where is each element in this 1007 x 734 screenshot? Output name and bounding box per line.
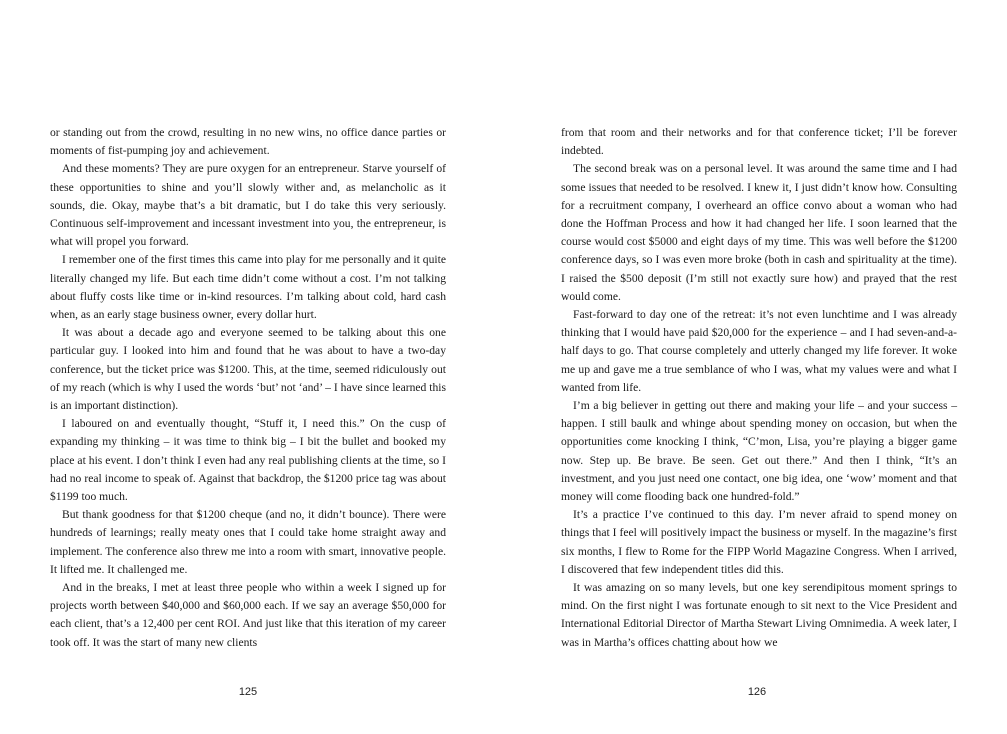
left-page (0, 0, 503, 734)
paragraph: It was amazing on so many levels, but one key serendipitous moment springs to mind. On the first night I was fortunate enough to sit next to the Vice President and International Editorial Director of Martha Stewart Living Omnimedia. A week later, I was in Martha’s offices chatting about how we (561, 581, 957, 649)
page-number: 126 (747, 686, 767, 698)
paragraph: And in the breaks, I met at least three people who within a week I signed up for projects worth between $40,000 and $60,000 each. If we say an average $50,000 for each client, that’s a 12,400 per cent ROI. And just like that this iteration of my career took off. It was the start of many new clients (50, 581, 446, 649)
paragraph: But thank goodness for that $1200 cheque (and no, it didn’t bounce). There were hundreds of learnings; really meaty ones that I could take home straight away and implement. The conference also threw me into a room with smart, innovative people. It lifted me. It challenged me. (50, 508, 446, 576)
right-page-text (561, 124, 957, 652)
paragraph: I laboured on and eventually thought, “Stuff it, I need this.” On the cusp of expanding my thinking – it was time to think big – I bit the bullet and booked my place at his event. I don’t think I even had any real publishing clients at the time, so I had no real income to speak of. Against that backdrop, the $1200 price tag was about $1199 too much. (50, 417, 446, 504)
page-number: 125 (238, 686, 258, 698)
paragraph: It’s a practice I’ve continued to this day. I’m never afraid to spend money on things that I feel will positively impact the business or myself. In the magazine’s first six months, I flew to Rome for the FIPP World Magazine Congress. When I arrived, I discovered that few independent titles did this. (561, 508, 957, 576)
paragraph: I remember one of the first times this came into play for me personally and it quite literally changed my life. But each time didn’t come without a cost. I’m not talking about fluffy costs like time or in-kind resources. I’m talking about cold, hard cash when, as an early stage business owner, every dollar hurt. (50, 253, 446, 322)
paragraph: And these moments? They are pure oxygen for an entrepreneur. Starve yourself of these opportunities to shine and you’ll slowly wither and, as melancholic as it sounds, die. Okay, maybe that’s a bit dramatic, but I do take this very seriously. Continuous self-improvement and incessant investment into you, the entrepreneur, is what will propel you forward. (50, 162, 446, 249)
paragraph: Fast-forward to day one of the retreat: it’s not even lunchtime and I was already thinking that I would have paid $20,000 for the experience – and I had seven-and-a-half days to go. That course completely and utterly changed my life forever. It woke me up and gave me a true semblance of who I was, what my values were and what I wanted from life. (561, 308, 957, 394)
left-page-text (50, 124, 446, 652)
right-page (503, 0, 1006, 734)
paragraph: The second break was on a personal level. It was around the same time and I had some issues that needed to be resolved. I knew it, I just didn’t know how. Consulting for a recruitment company, I overheard an office convo about a woman who had done the Hoffman Process and how it had changed her life. I soon learned that the course would cost $5000 and eight days of my time. This was well before the $1200 conference days, so I was even more broke (both in cash and spirituality at the time). I raised the $500 deposit (I’m still not exactly sure how) and prayed that the rest would come. (561, 162, 957, 303)
paragraph: from that room and their networks and for that conference ticket; I’ll be forever indebted. (561, 126, 957, 158)
paragraph: or standing out from the crowd, resulting in no new wins, no office dance parties or moments of fist-pumping joy and achievement. (50, 126, 446, 158)
paragraph: I’m a big believer in getting out there and making your life – and your success – happen. I still baulk and whinge about spending money on occasion, but when the opportunities come knocking I think, “C’mon, Lisa, you’re playing a bigger game now. Step up. Be brave. Be seen. Get out there.” And then I think, “It’s an investment, and you just need one contact, one big idea, one ‘wow’ moment and that money will come flooding back one hundred-fold.” (561, 399, 957, 504)
paragraph: It was about a decade ago and everyone seemed to be talking about this one particular guy. I looked into him and found that he was about to have a two-day conference, but the ticket price was $1200. This, at the time, seemed ridiculously out of my reach (which is why I used the words ‘but’ not ‘and’ – I have since learned this is an important distinction). (50, 326, 446, 413)
